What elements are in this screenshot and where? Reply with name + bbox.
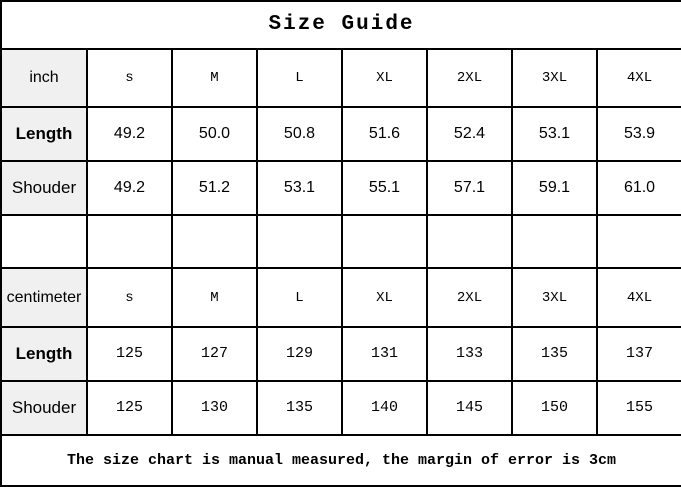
value-cell: 57.1 xyxy=(427,161,512,215)
value-cell: 53.1 xyxy=(512,107,597,161)
empty-cell xyxy=(1,215,87,268)
value-cell: 137 xyxy=(597,327,681,381)
value-cell: 51.6 xyxy=(342,107,427,161)
value-cell: 150 xyxy=(512,381,597,435)
value-cell: 127 xyxy=(172,327,257,381)
empty-cell xyxy=(512,215,597,268)
size-header-cell: 2XL xyxy=(427,268,512,326)
value-cell: 49.2 xyxy=(87,161,172,215)
value-cell: 52.4 xyxy=(427,107,512,161)
size-header-cell: 4XL xyxy=(597,49,681,107)
size-header-cell: L xyxy=(257,268,342,326)
empty-cell xyxy=(257,215,342,268)
size-header-cell: M xyxy=(172,268,257,326)
size-header-cell: 3XL xyxy=(512,268,597,326)
row-label-shoulder: Shouder xyxy=(1,161,87,215)
size-header-cell: s xyxy=(87,268,172,326)
value-cell: 135 xyxy=(257,381,342,435)
row-label-length: Length xyxy=(1,327,87,381)
page-title: Size Guide xyxy=(1,1,681,49)
empty-cell xyxy=(427,215,512,268)
value-cell: 131 xyxy=(342,327,427,381)
size-header-cell: s xyxy=(87,49,172,107)
inch-shoulder-row xyxy=(1,161,681,215)
centimeter-shoulder-row xyxy=(1,381,681,435)
size-header-cell: 2XL xyxy=(427,49,512,107)
value-cell: 59.1 xyxy=(512,161,597,215)
value-cell: 135 xyxy=(512,327,597,381)
size-header-cell: 3XL xyxy=(512,49,597,107)
inch-length-row xyxy=(1,107,681,161)
inch-size-header-row xyxy=(1,49,681,107)
size-header-cell: 4XL xyxy=(597,268,681,326)
unit-label-centimeter: centimeter xyxy=(1,268,87,326)
value-cell: 49.2 xyxy=(87,107,172,161)
value-cell: 125 xyxy=(87,381,172,435)
row-label-length: Length xyxy=(1,107,87,161)
empty-cell xyxy=(87,215,172,268)
value-cell: 61.0 xyxy=(597,161,681,215)
centimeter-length-row xyxy=(1,327,681,381)
footer-note: The size chart is manual measured, the margin of error is 3cm xyxy=(1,435,681,486)
value-cell: 133 xyxy=(427,327,512,381)
value-cell: 155 xyxy=(597,381,681,435)
empty-cell xyxy=(597,215,681,268)
footer-row xyxy=(1,435,681,486)
value-cell: 53.9 xyxy=(597,107,681,161)
title-row xyxy=(1,1,681,49)
value-cell: 129 xyxy=(257,327,342,381)
spacer-row xyxy=(1,215,681,268)
value-cell: 125 xyxy=(87,327,172,381)
value-cell: 55.1 xyxy=(342,161,427,215)
size-header-cell: L xyxy=(257,49,342,107)
value-cell: 50.0 xyxy=(172,107,257,161)
size-header-cell: XL xyxy=(342,49,427,107)
value-cell: 50.8 xyxy=(257,107,342,161)
size-header-cell: XL xyxy=(342,268,427,326)
empty-cell xyxy=(342,215,427,268)
value-cell: 140 xyxy=(342,381,427,435)
row-label-shoulder: Shouder xyxy=(1,381,87,435)
centimeter-size-header-row xyxy=(1,268,681,326)
size-header-cell: M xyxy=(172,49,257,107)
unit-label-inch: inch xyxy=(1,49,87,107)
value-cell: 53.1 xyxy=(257,161,342,215)
value-cell: 145 xyxy=(427,381,512,435)
empty-cell xyxy=(172,215,257,268)
value-cell: 51.2 xyxy=(172,161,257,215)
value-cell: 130 xyxy=(172,381,257,435)
